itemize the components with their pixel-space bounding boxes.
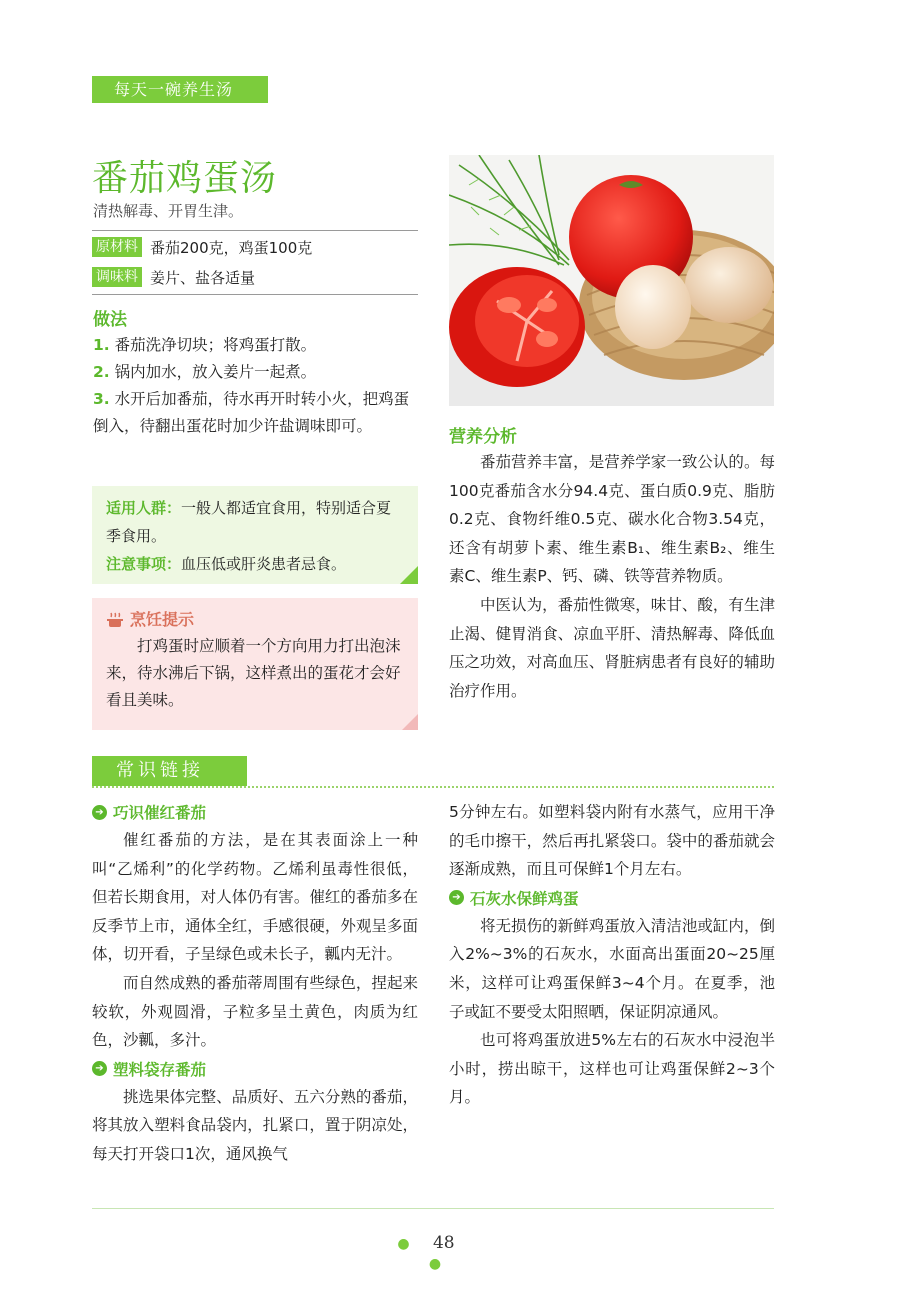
dotted-divider: [92, 786, 774, 788]
knowledge-banner: 常识链接: [92, 756, 247, 786]
ingredient-label: 调味料: [92, 267, 142, 287]
nutrition-heading: 营养分析: [449, 427, 517, 447]
divider: [92, 230, 418, 231]
step-text: 番茄洗净切块；将鸡蛋打散。: [114, 336, 317, 354]
caution-line: [106, 550, 404, 578]
knowledge-paragraph: 而自然成熟的番茄蒂周围有些绿色，捏起来较软，外观圆滑，子粒多呈土黄色，肉质为红色，沙瓤，多汁。: [92, 973, 418, 1050]
arrow-circle-icon: ➔: [92, 805, 107, 820]
step-text: 水开后加番茄，待水再开时转小火，把鸡蛋倒入，待翻出蛋花时加少许盐调味即可。: [93, 390, 410, 435]
pot-icon: [106, 612, 124, 628]
nutrition-body: [449, 448, 775, 705]
ingredient-row: [92, 264, 418, 290]
nutrition-paragraph: 中医认为，番茄性微寒，味甘、酸，有生津止渴、健胃消食、凉血平肝、清热解毒、降低血压之功效，对高血压、肾脏病患者有良好的辅助治疗作用。: [449, 595, 775, 700]
knowledge-paragraph: 也可将鸡蛋放进5%左右的石灰水中浸泡半小时，捞出晾干，这样也可让鸡蛋保鲜2~3个月。: [449, 1031, 775, 1107]
tip-heading: [106, 606, 404, 633]
recipe-title: 番茄鸡蛋汤: [92, 158, 278, 199]
method-step: [93, 332, 419, 359]
tip-heading-text: 烹饪提示: [130, 610, 195, 629]
knowledge-paragraph: 5分钟左右。如塑料袋内附有水蒸气，应用干净的毛巾擦干，然后再扎紧袋口。袋中的番茄就会逐渐成熟，而且可保鲜1个月左右。: [449, 803, 775, 879]
recipe-subtitle: 清热解毒、开胃生津。: [93, 202, 244, 220]
ingredient-row: [92, 234, 418, 260]
page-number: 48: [432, 1233, 455, 1253]
footer-divider: [92, 1208, 774, 1209]
suitable-box: [92, 486, 418, 584]
suitable-text: 一般人都适宜食用，特别适合夏季食用。: [106, 499, 392, 545]
ingredients-block: [92, 234, 418, 290]
nutrition-paragraph: 番茄营养丰富，是营养学家一致公认的。每100克番茄含水分94.4克、蛋白质0.9克、脂肪0.2克、食物纤维0.5克、碳水化合物3.54克，还含有胡萝卜素、维生素B₁、维生素B₂、维生素C、维生素P、钙、磷、铁等营养物质。: [449, 453, 775, 586]
subheading-text: 石灰水保鲜鸡蛋: [470, 889, 579, 908]
subheading-text: 巧识催红番茄: [113, 804, 207, 822]
subheading-text: 塑料袋存番茄: [113, 1060, 207, 1079]
ingredient-text: 番茄200克，鸡蛋100克: [150, 238, 313, 257]
cooking-tip-box: [92, 598, 418, 730]
dot-decoration: ●: [428, 1256, 442, 1272]
arrow-circle-icon: ➔: [449, 890, 464, 905]
knowledge-paragraph: 挑选果体完整、品质好、五六分熟的番茄，将其放入塑料食品袋内，扎紧口，置于阴凉处，每天打开袋口1次，通风换气: [92, 1087, 418, 1163]
step-number: 2.: [93, 363, 110, 381]
tomato-egg-photo: [449, 155, 774, 406]
tip-subheading: [449, 884, 775, 912]
divider: [92, 294, 418, 295]
step-text: 锅内加水，放入姜片一起煮。: [114, 363, 317, 381]
arrow-circle-icon: ➔: [92, 1061, 107, 1076]
series-tag: 每天一碗养生汤: [92, 76, 268, 103]
method-step: [93, 359, 419, 386]
tip-text: 打鸡蛋时应顺着一个方向用力打出泡沫来，待水沸后下锅，这样煮出的蛋花才会好看且美味。: [106, 637, 401, 709]
tip-subheading: [92, 798, 418, 826]
knowledge-paragraph: 将无损伤的新鲜鸡蛋放入清洁池或缸内，倒入2%~3%的石灰水，水面高出蛋面20~25厘米，这样可让鸡蛋保鲜3~4个月。在夏季，池子或缸不要受太阳照晒，保证阴凉通风。: [449, 916, 775, 1021]
corner-decoration: [402, 714, 418, 730]
step-number: 1.: [93, 336, 110, 354]
ingredient-label: 原材料: [92, 237, 142, 257]
method-steps: [93, 332, 419, 440]
dot-decoration: ●: [397, 1236, 410, 1252]
ingredient-text: 姜片、盐各适量: [150, 268, 256, 287]
step-number: 3.: [93, 390, 110, 408]
method-step: [93, 386, 419, 440]
caution-label: 注意事项：: [106, 555, 182, 573]
suitable-line: [106, 494, 404, 550]
tip-subheading: [92, 1055, 418, 1083]
suitable-label: 适用人群：: [106, 499, 182, 517]
corner-decoration: [400, 566, 418, 584]
caution-text: 血压低或肝炎患者忌食。: [181, 555, 347, 573]
knowledge-left-column: [92, 798, 418, 1169]
page-number-block: [390, 1233, 480, 1273]
knowledge-right-column: [449, 798, 775, 1112]
knowledge-paragraph: 催红番茄的方法，是在其表面涂上一种叫“乙烯利”的化学药物。乙烯利虽毒性很低，但若长期食用，对人体仍有害。催红的番茄多在反季节上市，通体全红，手感很硬，外观呈多面体，切开看，子呈绿色或未长子，瓤内无汁。: [92, 831, 418, 964]
method-heading: 做法: [93, 310, 127, 330]
